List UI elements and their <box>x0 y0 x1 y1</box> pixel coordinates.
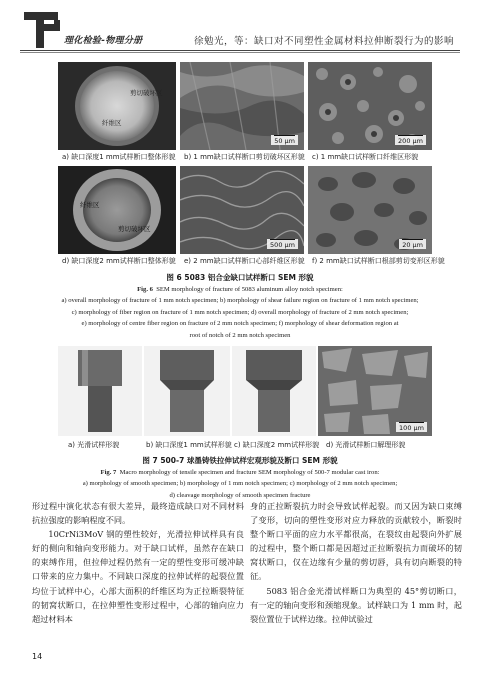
fig7-d-caption: d) 光滑试样断口解理形貌 <box>326 441 406 449</box>
fig6-a-label-shear: 剪切破坏区 <box>130 89 163 97</box>
page-number: 14 <box>32 652 43 661</box>
fig6-panel-d-photo <box>58 166 176 254</box>
fig6-panel-b-photo <box>180 62 304 150</box>
fig7-panel-d-photo <box>318 346 432 436</box>
body-paragraph: 10CrNi3MoV 钢的塑性较好，光滑拉伸试样具有良好的侧向和轴向变形能力。对于缺口试样，虽然存在缺口的束缚作用，但拉伸过程仍然有一定的塑性变形可缓冲缺口带来的应力集中。不同缺口深度的拉伸试样的起裂位置均位于试样中心，心部大面积的纤维区均为正拉断裂特征的韧窝状断口，在拉伸塑性变形过程中，心部的轴向应力超过材料本 <box>32 529 244 624</box>
journal-brand: 理化检验-物理分册 <box>64 36 143 46</box>
fig6-f-caption: f) 2 mm缺口试样断口根部剪切变形区形貌 <box>312 257 445 265</box>
fig6-b-scale: 50 μm <box>271 135 298 146</box>
header-rule-thin <box>20 52 460 53</box>
fig7-panel-c-photo <box>232 346 316 436</box>
fig7-c-caption: c) 缺口深度2 mm试样形貌 <box>234 441 320 449</box>
fig6-panel-a-photo <box>58 62 176 150</box>
fig6-f-scale: 20 μm <box>399 239 426 250</box>
fig7-b-caption: b) 缺口深度1 mm试样形貌 <box>146 441 232 449</box>
fig7-caption-en: Fig. 7 Macro morphology of tensile specimen and fracture SEM morphology of 500-7 modular cast iron: a) morphology of smooth specimen; b) morphology of 1 mm notch specimen; c) morphology of 2 mm notch specimen; d) cleavage morphology of smooth specimen fracture <box>82 469 398 499</box>
fig7-a-caption: a) 光滑试样形貌 <box>68 441 120 449</box>
body-paragraph: 5083 铝合金光滑试样断口为典型的 45°剪切断口，有一定的轴向变形和颈缩现象。试样缺口为 1 mm 时，起裂位置位于试样边缘。拉伸试验过 <box>250 585 462 624</box>
fig6-e-scale: 500 μm <box>267 239 298 250</box>
body-column-left <box>32 499 244 626</box>
fig6-c-scale: 200 μm <box>395 135 426 146</box>
fig7-panel-a-photo <box>58 346 142 436</box>
fig7-d-scale: 100 μm <box>396 422 427 433</box>
fig6-panel-f-photo <box>308 166 432 254</box>
header-rule <box>20 50 460 51</box>
fig6-b-caption: b) 1 mm缺口试样断口剪切破坏区形貌 <box>184 153 305 161</box>
fig6-d-label-shear: 剪切破坏区 <box>118 225 151 233</box>
fig7-panel-b-photo <box>144 346 230 436</box>
fig6-e-caption: e) 2 mm缺口试样断口心部纤维区形貌 <box>184 257 305 265</box>
fig6-c-caption: c) 1 mm缺口试样断口纤维区形貌 <box>312 153 419 161</box>
running-head: 徐勉光，等：缺口对不同塑性金属材料拉伸断裂行为的影响 <box>193 36 454 47</box>
body-paragraph: 形过程中演化状态有很大差异，最终造成缺口对不同材料抗拉强度的影响程度不同。 <box>32 501 244 526</box>
fig6-d-caption: d) 缺口深度2 mm试样断口整体形貌 <box>62 257 176 265</box>
fig6-panel-e-photo <box>180 166 304 254</box>
body-column-right <box>250 499 462 626</box>
fig6-a-label-fiber: 纤维区 <box>102 119 122 127</box>
fig6-caption-en: Fig. 6 SEM morphology of fracture of 5083 aluminum alloy notch specimen: a) overall morphology of fracture of 1 mm notch specimen; b) morphology of shear failure region on fracture of 1 mm notch specimen; c) morphology of fiber region on fracture of 1 mm notch specimen; d) overall morphology of fracture of 2 mm notch specimen; e) morphology of centre fiber region on fracture of 2 mm notch specimen; f) morphology of shear deformation region at root of notch of 2 mm notch specimen <box>61 286 419 339</box>
fig7-title-cn: 图 7 500-7 球墨铸铁拉伸试样宏观形貌及断口 SEM 形貌 <box>142 456 338 465</box>
body-paragraph: 身的正拉断裂抗力时会导致试样起裂。而又因为缺口束缚了变形，切向的塑性变形对应力释放的贡献较小，断裂时整个断口平面的应力水平都很高，在裂纹由起裂向外扩展的过程中，整个断口都是因超过正拉断裂抗力而破坏的韧窝状断口，仅在边缘有少量的剪切唇，具有切向断裂的特征。 <box>250 501 462 582</box>
fig6-a-caption: a) 缺口深度1 mm试样断口整体形貌 <box>62 153 176 161</box>
fig6-d-label-fiber: 纤维区 <box>80 201 100 209</box>
fig6-panel-c-photo <box>308 62 432 150</box>
fig6-title-cn: 图 6 5083 铝合金缺口试样断口 SEM 形貌 <box>166 273 314 282</box>
